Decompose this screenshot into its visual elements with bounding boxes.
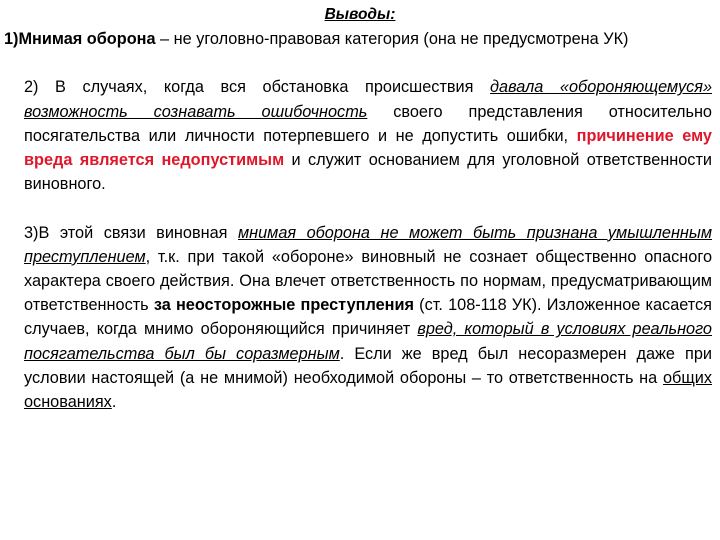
conclusion-3-text-a: , т.к. при такой «обороне» виновный не сознает общественно опасного характера своего действия. Она влечет ответственность по нормам, предусматривающим ответственность <box>24 247 712 315</box>
conclusion-3-end: . <box>111 393 117 412</box>
conclusion-1-term: Мнимая оборона <box>18 30 156 48</box>
slide-heading: Выводы: <box>324 6 396 23</box>
conclusion-1-number: 1) <box>4 30 19 48</box>
conclusion-3-bold: за неосторожные преступления <box>153 296 414 315</box>
conclusion-3 <box>24 221 712 415</box>
conclusion-1 <box>4 27 712 51</box>
conclusion-3-intro: 3)В этой связи виновная <box>24 223 238 242</box>
conclusion-1-text: – не уголовно-правовая категория (она не предусмотрена УК) <box>155 30 629 48</box>
conclusions-text <box>4 27 713 414</box>
conclusion-3-underlined: общих основаниях <box>24 368 712 412</box>
conclusion-2-highlight: причинение ему вреда является недопустимым <box>24 126 712 169</box>
paragraph-gap <box>24 51 712 75</box>
paragraph-gap <box>24 196 712 220</box>
conclusion-3-text-c: . Если же вред был несоразмерен даже при условии настоящей (а не мнимой) необходимой обороны – то ответственность на <box>24 344 712 387</box>
conclusion-2-emphasis: давала «обороняющемуся» возможность сознавать ошибочность <box>24 78 712 121</box>
conclusion-2-end: и служит основанием для уголовной ответственности виновного. <box>24 151 712 194</box>
conclusion-3-text-b: (ст. 108-118 УК). Изложенное касается случаев, когда мнимо обороняющийся причиняет <box>24 296 712 339</box>
conclusion-3-emphasis: мнимая оборона не может быть признана умышленным преступлением <box>24 223 713 266</box>
conclusion-3-emphasis-2: вред, который в условиях реального посягательства был бы соразмерным <box>24 320 712 363</box>
conclusion-2-intro: 2) В случаях, когда вся обстановка происшествия <box>24 78 491 97</box>
conclusion-2-middle: своего представления относительно посягательства или личности потерпевшего и не допустить ошибки, <box>24 102 712 145</box>
conclusion-2 <box>24 75 712 196</box>
